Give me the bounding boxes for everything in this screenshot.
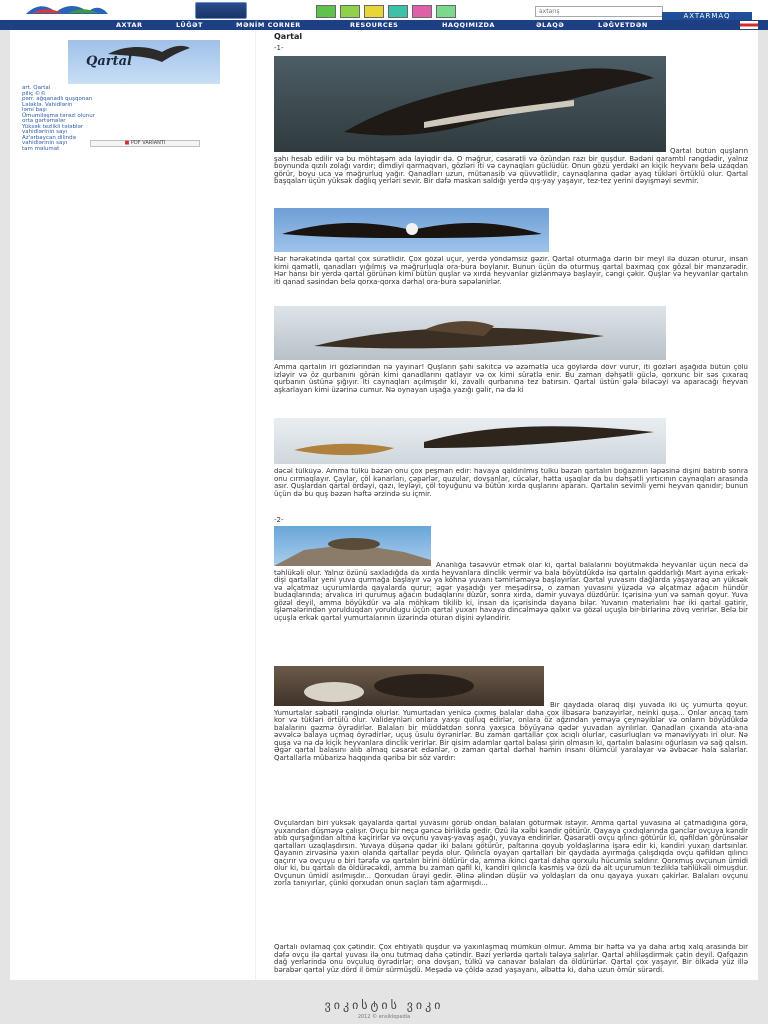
green-tile-icon[interactable] [316, 5, 336, 18]
column-divider [255, 30, 256, 980]
sidebar-link[interactable]: orta gərtəmələr [22, 118, 66, 124]
mint-tile-icon[interactable] [436, 5, 456, 18]
eagle-wings-photo [274, 208, 549, 252]
sidebar-link[interactable]: art. Qartal [22, 85, 51, 91]
nav-item-elaqe[interactable]: ƏLAQƏ [536, 21, 565, 29]
sidebar-link[interactable]: piliç ©© [22, 90, 46, 97]
sidebar-eagle-banner [68, 40, 220, 84]
article-title: Qartal [274, 32, 303, 41]
article-paragraph: Ovçulardan biri yüksək qayalarda qartal yuvasını görüb ondan balaları götürmək istəyir. Amma qartal yuvasına əl çatmadığına görə, yuxarıdan düşməyə çalışır. Ovçu bir neçə gəncə birlikdə gedir. Özü ilə xəlbi kəndir götürür. Qayaya çıxdıqlarında gənclər ovçuya kəndir atıb qurşağından altına kəçirirlər və ovçunu yavaş-yavaş aşağı, yuvaya endirirlər. Qəsarətli ovçu qılıncı götürür ki, qəfildən görünsələr qartalları uzaqlaşdırsın. Yuvaya düşənə qədər iki balanı götürür, paltarına qoyub yoldaşlarına işarə edir ki, kəndiri yuxarı dartsınlar. Qayanın zirvəsinə yaxın olanda qartallar peyda olur. Qılıncla oyayan qartalları bir qaydada ayırmağa çalışdıqda ovçu qəfildən qılıncı qaçırır və ovçuyu o biri tərəfə və qartalın birini öldürür də, amma ikinci qartal daha qorxulu hücumla saldırır. Qorxmuş ovçunun ümidi olur ki, bu qartalı da öldürəcəkdi, amma bu zaman qəfil ki, kəndiri qılıncla kəsmiş və özü də alt uçurumun tezliklə təhlükəli olmuşdur. Ovçunun ümidi asılmışdır... Qorxudan ürəyi gedir. Əlinə əlindən düşür və yoldaşları da onu qayaya yuxarı çəkirlər. Balaları ovçunu zorla tanıyırlar, çünki qorxudan onun saçları tam ağarmışdı... [274, 820, 748, 887]
yellow-tile-icon[interactable] [364, 5, 384, 18]
sidebar-logo-text: Qartal [86, 54, 132, 69]
search-button[interactable]: AXTARMAQ [662, 12, 752, 21]
nav-item-legvetden[interactable]: LƏĞVETDƏN [598, 21, 648, 29]
section-number: -1- [274, 44, 284, 52]
eagle-fox-photo [274, 418, 666, 464]
eagle-nest-photo [274, 526, 431, 566]
site-logo[interactable] [22, 2, 110, 17]
sidebar-link[interactable]: Ümumiləşmə tərəzi olunur [22, 112, 95, 119]
nav-item-axtar[interactable]: AXTAR [116, 21, 143, 29]
eagle-snow-photo [274, 306, 666, 360]
nav-item-luget[interactable]: LÜĞƏT [176, 21, 203, 29]
eagle-flight-photo [274, 56, 666, 152]
sidebar-link[interactable]: Lələklə. Vahidlərin [22, 101, 73, 108]
pink-tile-icon[interactable] [412, 5, 432, 18]
nav-item-menim-corner[interactable]: MƏNİM CORNER [236, 21, 301, 29]
teal-tile-icon[interactable] [388, 5, 408, 18]
section-number: -2- [274, 516, 284, 524]
sidebar-link[interactable]: vahidlərinin sayı [22, 140, 68, 146]
sidebar-link[interactable]: pərr. ağqanadlı quşqonan [22, 96, 93, 102]
sidebar-link[interactable]: vahidlərinin sayı [22, 129, 68, 135]
article-paragraph: dəcəl tülküyə. Amma tülkü bəzən onu çox peşman edir: havaya qaldırılmış tülkü bəzən qartalın boğazının ləpəsinə dişini batırıb sonra onu cırmaqlayır. Çaylar, çöl kənarları, çəpərlər, quzular, dovşanlar, cücələr, hətta uşaqlar da bu dəhşətli yırtıcının caynaqları arasında asır. Quşlardan qartal ördəyi, qazı, leyləyi, çöl toyuğunu və bütün xırda quşlarını apararı. Qartalın sevimli yemi heyvan qanıdır; bunun üçün də bu quş bəzən həftə ərzində su içmir. [274, 468, 748, 498]
article-paragraph: Hər hərəkətində qartal çox sürətlidir. Çox gözəl uçur, yerdə yöndəmsiz gəzir. Qartal oturmağa dərin bir meyl ilə düzən oturur, insan kimi qamətli, qanadları yığılmış və məğrurluqla ora-bura boylanır. Bunun üçün də oturmuş qartal baxmaq çox gözəl bir mənzərədir. Hər hansı bir yerdə qartal görünən kimi bütün quşlar və xırda heyvanlar gizlənməyə başlayır, cəngi çəkir. Quşlar və heyvanlar qartalın iti qanad səsindən belə qorxa-qorxa dərhal ora-bura səpələnirlər. [274, 256, 748, 286]
main-nav [0, 20, 768, 30]
language-flag-icon[interactable] [740, 21, 758, 29]
nav-item-resources[interactable]: RESOURCES [350, 21, 399, 29]
article-paragraph: Ananlığa təsəvvür etmək olar ki, qartal balalarını böyütməkdə heyvanlar üçün necə də təhlükəli olur. Yalnız özünü saxladığda da xırda heyvanlara dinclik vermir və bala böyütdükdə isə qartalın qəddarlığı Mart ayına erkək-dişi qartallar yeni yuva qurmağa başlayır və ya köhnə yuvanı təmirləməyə başlayırlar. Qartal yuvasını dağlarda yaşayaraq ən yüksək və əlçatmaz uçurumlarda qayalarda qurur; əgər yaşadığı yer meşədirsə, o zaman yuvasını yüzədə və əlçatmaz ağacın hündür budaqlarında; arvalıca iri qurumuş ağacın budaqlarını düzür, sonra xırda, dəmir yuvaya düzdürür. İçərisinə yun və saman qoyur. Yuva gözəl deyil, amma böyükdür və əla möhkəm tikilib ki, insan da içərisində dayana bilər. Yuvanın materialını hər iki qartal gətirir, işləmələrindən yorulduqdan yoruldugu üçün qartal yuxarı havaya dincəlməyə qalxır və gözəl uçuşla bir-birlərinə zövq verirlər. Belə bir uçuşla erkək qartal yumurtalarının üzərində oturan dişini əyləndirir. [274, 562, 748, 622]
pdf-label: PDF VARİANTI [130, 140, 166, 146]
site-header [0, 0, 768, 30]
sidebar-link[interactable]: tam məlumat [22, 145, 60, 152]
nav-item-haqqimizda[interactable]: HAQQIMIZDA [442, 21, 495, 29]
article-paragraph: Amma qartalın iri gözlərindən nə yayınar! Quşların şahı sakitcə və əzəmətlə uca göylərdə dövr vurur, iti gözləri aşağıda bütün çölü izləyir və öz qurbanını görən kimi qanadlarını qatlayır və ox kimi sürətlə enir. Bu zaman dəhşətli güclə, qorxunc bir səs çıxaraq qurbanın üstünə şığıyır. İti caynaqları açılmışdır ki, zavallı qurbanına tez batırsın. Qartal üstün gələ biləcəyi və aparacağı heyvan aşkarlayan kimi üzərinə cumur. Nə oynayan uşağa yazığı gəlir, nə də ki [274, 364, 748, 394]
lime-tile-icon[interactable] [340, 5, 360, 18]
sidebar-link[interactable]: Yüksək tezlikli tələblər [22, 123, 84, 130]
article-paragraph: Qartal bütün quşların şahı hesab edilir və bu möhtəşəm ada layiqdir də. O məğrur, cəsarətli və özündən razı bir quşdur. Bədəni qaramtıl rəngdədir, yalnız boynunda qızılı zolağı vardır; dimdiyi qarmaqvari, gözləri iti və caynaqları güclüdür. Onun gözü yerdəki ən kiçik heyvanı belə uzaqdan görür, boyu uca və məğrurluq yağır. Qanadları uzun, mütənasib və qüvvətlidir, caynaqlarına qədər ayaq tükləri örtüklü olur. Qartal başqaları üçün yüksək dağlıq yerləri sevir. Bir dəfə məskən saldığı yerdə qış-yay yaşayır, tez-tez yerini dəyişməyi sevmir. [274, 148, 748, 185]
content-panel [10, 30, 758, 980]
site-footer [0, 990, 768, 1024]
search-input[interactable] [535, 6, 663, 17]
footer-title: ვიკისტის ვიკი [324, 998, 444, 1012]
sidebar-link[interactable]: ləmi başı [22, 107, 47, 113]
pdf-download-button[interactable] [90, 140, 200, 147]
sidebar-link[interactable]: Az'ərbaycan dilində [22, 134, 76, 141]
article-paragraph: Bir qaydada olaraq dişi yuvada iki üç yumurta qoyur. Yumurtalar səbətil rəngində olurlar. Yumurtadan yenicə çıxmış balalar daha çox ilbəsərə bənzəyirlər, neinki quşa... Onlar ancaq tam kor və tükləri örtülü olur. Valideynləri onlara yaxşı qulluq edirlər, onlara öz ağzından yeməyə çeynəyiblər və onların böyüdükdə balalarını gəzmə öyrədirlər. Balaları bir müddətdən sonra yaxşıca böyüyənə qədər yuvadan ayrılırlar. Qanadları çıxanda ata-ana əvvəlcə balaya uçmaq öyrədirlər, uçuş üsulu öyrənirlər. Bu zaman qartallar çox acıqlı olurlar, cəsurluqları və mənəviyyatı iri olur. Nə quşa və nə də kiçik heyvanlara dinclik verirlər. Bir qisim adamlar qartal balası şirin olmasın ki, qartalın balasını oğurlasın və sağ qalsın. Əgər qartal balasını alıb almaq cəsarət edənlər, o zaman qartal dərhal həmin insanı ölümcül yaralayar və əvbəcər hala salarlar. Qartallarla mübarizə haqqında qəribə bir söz vardır: [274, 702, 748, 762]
partner-logo[interactable] [195, 2, 247, 19]
quick-icons [316, 5, 456, 18]
pdf-icon: ■ [124, 140, 130, 146]
footer-copyright: 2012 © ensiklopedia [357, 1014, 411, 1020]
eagle-chicks-photo [274, 666, 544, 706]
article-paragraph: Qartalı ovlamaq çox çətindir. Çox ehtiyatlı quşdur və yaxınlaşmaq mümkün olmur. Amma bir həftə və ya daha artıq xalq arasında bir dəfə ovçu ilə qartal yuvası ilə onu tutmaq daha çətindir. Bəzi yerlərdə qartalı tələyə salırlar. Qartal əhliləşdirmək çətin deyil. Qafqazın dağ yerlərində onu ovçuluq öyrədirlər; ona dovşan, tülkü və canavar balaları da öldürürlər. Qartal çox yaşayır. Bir ölkədə yüz illə bərabər qartal yüz dörd il ömür sürmüşdü. Meşədə və çöldə azad yaşayanı, əlbəttə ki, daha uzun ömür sürərdi. [274, 944, 748, 974]
